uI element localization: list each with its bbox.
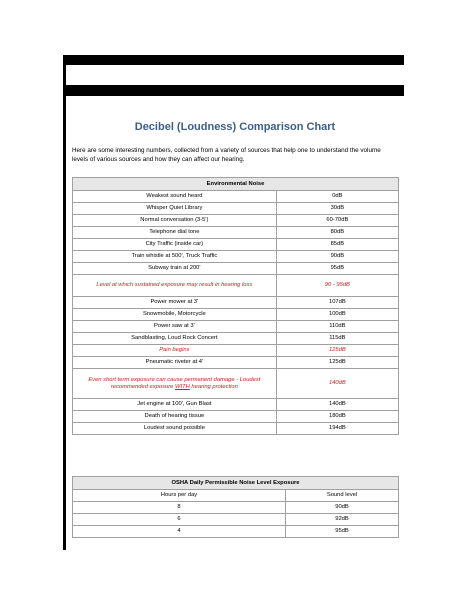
column-header-hours: Hours per day <box>73 490 286 502</box>
header-bar-bottom <box>63 85 404 96</box>
row-source: Weakest sound heard <box>73 191 277 203</box>
row-level: 90 - 95dB <box>276 275 398 297</box>
row-source <box>73 369 277 399</box>
row-level: 80dB <box>276 227 398 239</box>
table-row <box>73 411 399 423</box>
row-level: 194dB <box>276 423 398 435</box>
row-level: 90dB <box>276 251 398 263</box>
row-source: Level at which sustained exposure may result in hearing loss <box>73 275 277 297</box>
row-level: 30dB <box>276 203 398 215</box>
table-row-warning <box>73 369 399 399</box>
row-level: 100dB <box>276 309 398 321</box>
row-level: 85dB <box>276 239 398 251</box>
table-header-row <box>73 490 399 502</box>
row-source-part2: hearing protection <box>189 383 238 390</box>
row-source: Telephone dial tone <box>73 227 277 239</box>
row-level: 95dB <box>286 526 399 538</box>
row-source: Death of hearing tissue <box>73 411 277 423</box>
header-bar-top <box>63 55 404 65</box>
table-row <box>73 399 399 411</box>
table-row-warning <box>73 345 399 357</box>
row-level: 95dB <box>276 263 398 275</box>
table-row <box>73 263 399 275</box>
osha-table-header: OSHA Daily Permissible Noise Level Exposure <box>73 477 399 490</box>
row-source: Snowmobile, Motorcycle <box>73 309 277 321</box>
row-source: Normal conversation (3-5') <box>73 215 277 227</box>
row-level: 180dB <box>276 411 398 423</box>
row-source-emphasis: WITH <box>175 383 190 390</box>
row-source: City Traffic (inside car) <box>73 239 277 251</box>
row-level: 90dB <box>286 502 399 514</box>
table-row <box>73 502 399 514</box>
row-source: Train whistle at 500', Truck Traffic <box>73 251 277 263</box>
row-hours: 4 <box>73 526 286 538</box>
table-row <box>73 526 399 538</box>
table-row <box>73 203 399 215</box>
row-level: 107dB <box>276 297 398 309</box>
table-row <box>73 191 399 203</box>
row-source: Jet engine at 100', Gun Blast <box>73 399 277 411</box>
row-source: Pain begins <box>73 345 277 357</box>
row-source: Whisper Quiet Library <box>73 203 277 215</box>
row-level: 125dB <box>276 357 398 369</box>
table-row <box>73 357 399 369</box>
row-hours: 8 <box>73 502 286 514</box>
table-row <box>73 297 399 309</box>
environmental-noise-table <box>72 177 399 435</box>
row-level: 140dB <box>276 369 398 399</box>
row-level: 0dB <box>276 191 398 203</box>
env-table-header: Environmental Noise <box>73 178 399 191</box>
osha-exposure-table <box>72 476 399 538</box>
table-row <box>73 215 399 227</box>
row-source: Power mower at 3' <box>73 297 277 309</box>
table-row <box>73 227 399 239</box>
table-row <box>73 239 399 251</box>
page-title: Decibel (Loudness) Comparison Chart <box>134 121 336 133</box>
row-source-part1: Even short term exposure can cause permanent damage - Loudest recommended exposure <box>88 376 261 390</box>
row-source: Power saw at 3' <box>73 321 277 333</box>
row-hours: 6 <box>73 514 286 526</box>
row-source: Pneumatic riveter at 4' <box>73 357 277 369</box>
table-row <box>73 309 399 321</box>
table-row <box>73 514 399 526</box>
table-row <box>73 423 399 435</box>
table-row-warning <box>73 275 399 297</box>
table-row <box>73 251 399 263</box>
table-row <box>73 333 399 345</box>
row-level: 115dB <box>276 333 398 345</box>
column-header-level: Sound level <box>286 490 399 502</box>
table-row <box>73 321 399 333</box>
row-source: Loudest sound possible <box>73 423 277 435</box>
row-level: 110dB <box>276 321 398 333</box>
row-level: 60-70dB <box>276 215 398 227</box>
row-level: 140dB <box>276 399 398 411</box>
row-source: Sandblasting, Loud Rock Concert <box>73 333 277 345</box>
row-source: Subway train at 200' <box>73 263 277 275</box>
row-level: 125dB <box>276 345 398 357</box>
intro-paragraph: Here are some interesting numbers, collected from a variety of sources that help one to understand the volume levels of various sources and how they can affect our hearing. <box>72 147 381 163</box>
row-level: 92dB <box>286 514 399 526</box>
